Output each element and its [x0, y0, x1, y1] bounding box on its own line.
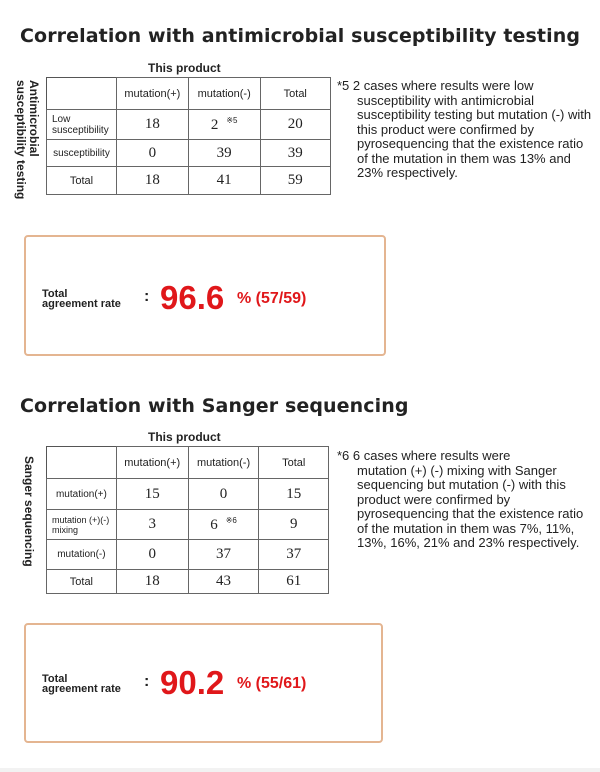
- column-header: Total: [260, 78, 330, 110]
- agreement-rate-label-line: agreement rate: [42, 683, 121, 695]
- cell-value: 2: [210, 116, 219, 133]
- table-row: [47, 479, 329, 510]
- agreement-rate-label-line: agreement rate: [42, 298, 121, 310]
- footnote-text: mutation (+) (-) mixing with Sanger sequencing but mutation (-) with this product were confirmed by pyrosequencing that the existence ratio of the mutation in them was 7%, 11%, 13%, 16%, 21% and 23% respectively.: [357, 462, 584, 550]
- table-cell: 37: [188, 540, 259, 570]
- agreement-rate-unit: % (55/61): [237, 675, 307, 692]
- column-header: mutation(+): [116, 447, 188, 479]
- bottom-divider: [0, 768, 600, 772]
- row-header: mutation(-): [47, 540, 117, 570]
- agreement-rate-box: [24, 235, 386, 356]
- table-row: [47, 140, 331, 167]
- footnote-6: [337, 449, 595, 551]
- table-cell: 18: [116, 570, 188, 594]
- rate-colon: :: [144, 673, 150, 690]
- table-cell-marked: [188, 510, 259, 540]
- table-cell: 20: [260, 110, 330, 140]
- footnote-text: susceptibility with antimicrobial susceptibility testing but mutation (-) with this product were confirmed by pyrosequencing that the existence ratio of the mutation in them was 13% and 23% respectively.: [357, 92, 592, 180]
- table-cell: 15: [259, 479, 329, 510]
- section-title-antimicrobial: Correlation with antimicrobial susceptibility testing: [20, 25, 581, 47]
- footnote-5: [337, 79, 595, 181]
- section-title-sanger: Correlation with Sanger sequencing: [20, 395, 409, 417]
- agreement-rate-value: 90.2: [160, 664, 225, 701]
- column-header: mutation(+): [116, 78, 188, 110]
- row-group-label: Antimicrobial susceptibility testing: [14, 80, 41, 200]
- table-row: [47, 167, 331, 195]
- footnote-lead: *5 2 cases where results were low: [337, 78, 534, 93]
- agreement-rate-label-line: Total: [42, 673, 68, 685]
- row-header: mutation(+): [47, 479, 117, 510]
- table-header-row: [47, 447, 329, 479]
- table-cell: 0: [116, 140, 188, 167]
- table-row: [47, 540, 329, 570]
- row-header: Total: [47, 167, 117, 195]
- table-header-row: [47, 78, 331, 110]
- row-group-label: Sanger sequencing: [22, 456, 36, 567]
- column-header: mutation(-): [188, 78, 260, 110]
- table-cell: 41: [188, 167, 260, 195]
- table-row: [47, 510, 329, 540]
- table-cell: 18: [116, 110, 188, 140]
- row-header: Total: [47, 570, 117, 594]
- table-cell: 39: [260, 140, 330, 167]
- footnote-mark: ※6: [225, 515, 237, 525]
- row-header: [47, 510, 117, 540]
- column-group-label: This product: [148, 430, 221, 444]
- table-cell: 15: [116, 479, 188, 510]
- table-cell: 18: [116, 167, 188, 195]
- table-cell: 9: [259, 510, 329, 540]
- antimicrobial-correlation-table: [46, 77, 331, 195]
- column-group-label: This product: [148, 61, 221, 75]
- agreement-rate-label-line: Total: [42, 288, 68, 300]
- row-header: susceptibility: [47, 140, 117, 167]
- table-cell: 0: [116, 540, 188, 570]
- rate-colon: :: [144, 288, 150, 305]
- table-cell: 59: [260, 167, 330, 195]
- row-header-line: mixing: [52, 524, 79, 535]
- footnote-lead: *6 6 cases where results were: [337, 448, 511, 463]
- table-cell: 3: [116, 510, 188, 540]
- footnote-mark: ※5: [226, 115, 238, 125]
- sanger-correlation-table: [46, 446, 329, 594]
- table-corner: [47, 447, 117, 479]
- column-header: mutation(-): [188, 447, 259, 479]
- column-header: Total: [259, 447, 329, 479]
- table-cell: 0: [188, 479, 259, 510]
- table-cell: 37: [259, 540, 329, 570]
- table-cell: 43: [188, 570, 259, 594]
- agreement-rate-label: [42, 674, 121, 694]
- agreement-rate-value: 96.6: [160, 279, 225, 316]
- agreement-rate-unit: % (57/59): [237, 290, 307, 307]
- table-row: [47, 570, 329, 594]
- cell-value: 6: [210, 516, 218, 533]
- table-cell: 61: [259, 570, 329, 594]
- row-header-line: mutation (+)(-): [52, 514, 110, 525]
- table-cell-marked: [188, 110, 260, 140]
- table-row: [47, 110, 331, 140]
- agreement-rate-label: [42, 289, 121, 309]
- table-cell: 39: [188, 140, 260, 167]
- table-corner: [47, 78, 117, 110]
- row-header: Low susceptibility: [47, 110, 117, 140]
- agreement-rate-box: [24, 623, 383, 743]
